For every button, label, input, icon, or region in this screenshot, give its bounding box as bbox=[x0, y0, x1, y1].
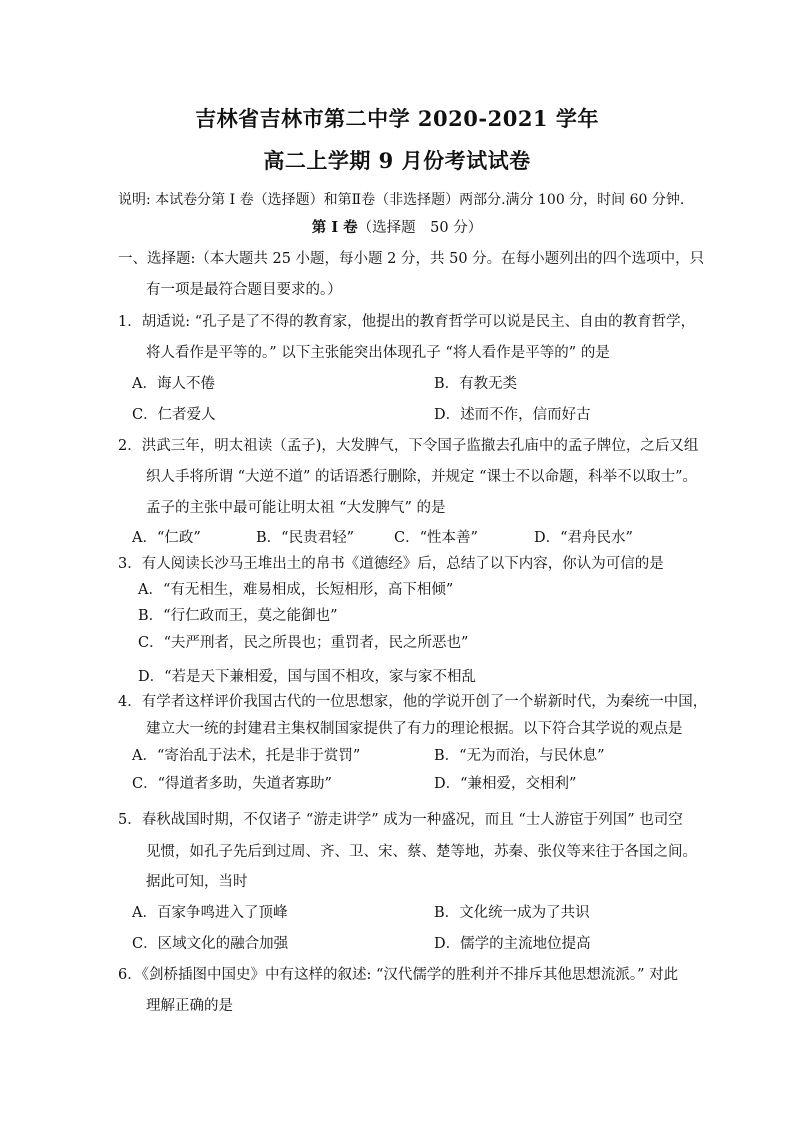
q3-option-d: D．“若是天下兼相爱，国与国不相攻，家与家不相乱 bbox=[138, 669, 477, 685]
q2-option-d: D．“君舟民水” bbox=[534, 530, 633, 546]
instructions-text: 说明: 本试卷分第 I 卷（选择题）和第Ⅱ卷（非选择题）两部分.满分 100 分，时间 60 分钟. bbox=[118, 192, 685, 208]
q5-stem-line3: 据此可知，当时 bbox=[146, 874, 248, 890]
q6-stem-line1: 6．《剑桥插图中国史》中有这样的叙述: “汉代儒学的胜利并不排斥其他思想流派。” 对此 bbox=[118, 967, 679, 983]
q2-stem-line3: 孟子的主张中最可能让明太祖 “大发脾气” 的是 bbox=[146, 500, 446, 516]
q2-stem-line1: 2．洪武三年，明太祖读（孟子)，大发脾气，下令国子监撤去孔庙中的孟子牌位，之后又组 bbox=[118, 438, 699, 454]
q1-stem-line1: 1．胡适说: “孔子是了不得的教育家，他提出的教育哲学可以说是民主、自由的教育哲学， bbox=[118, 314, 696, 330]
q4-option-c: C．“得道者多助，失道者寡助” bbox=[132, 776, 332, 792]
q4-option-d: D．“兼相爱，交相利” bbox=[434, 776, 577, 792]
section-heading-bold: 第 I 卷 bbox=[311, 219, 358, 236]
q2-stem-line2: 织人手将所谓 “大逆不道” 的话语悉行删除，并规定 “课士不以命题，科举不以取士”。 bbox=[146, 469, 697, 485]
q3-stem-line1: 3．有人阅读长沙马王堆出土的帛书《道德经》后，总结了以下内容，你认为可信的是 bbox=[118, 556, 664, 572]
q5-option-a: A．百家争鸣进入了顶峰 bbox=[132, 905, 288, 921]
q6-stem-line2: 理解正确的是 bbox=[146, 998, 233, 1014]
q5-option-d: D．儒学的主流地位提高 bbox=[434, 936, 591, 952]
section-heading bbox=[0, 218, 794, 238]
q1-option-b: B．有教无类 bbox=[434, 376, 518, 392]
section-heading-rest: （选择题 50 分） bbox=[357, 220, 483, 236]
exam-title-line2: 高二上学期 9 月份考试试卷 bbox=[263, 148, 531, 173]
q3-option-a: A．“有无相生，难易相成，长短相形，高下相倾” bbox=[138, 582, 454, 598]
q3-option-b: B．“行仁政而王，莫之能御也” bbox=[138, 608, 338, 624]
q3-option-c: C．“夫严刑者，民之所畏也；重罚者，民之所恶也” bbox=[138, 635, 469, 651]
part1-instruction-line2: 有一项是最符合题目要求的。） bbox=[146, 282, 342, 298]
part1-instruction-line1: 一、选择题:（本大题共 25 小题，每小题 2 分，共 50 分。在每小题列出的四个选项中，只 bbox=[118, 251, 705, 267]
q5-option-c: C．区域文化的融合加强 bbox=[132, 936, 289, 952]
q5-stem-line1: 5．春秋战国时期，不仅诸子 “游走讲学” 成为一种盛况，而且 “士人游宦于列国” 也司空 bbox=[118, 812, 683, 828]
q1-option-a: A．诲人不倦 bbox=[132, 376, 215, 392]
exam-title-line1: 吉林省吉林市第二中学 2020-2021 学年 bbox=[195, 106, 599, 131]
q2-option-b: B．“民贵君轻” bbox=[256, 530, 354, 546]
q4-option-b: B．“无为而治，与民休息” bbox=[434, 748, 605, 764]
q1-option-c: C．仁者爱人 bbox=[132, 407, 216, 423]
q4-option-a: A．“寄治乱于法术，托是非于赏罚” bbox=[132, 748, 361, 764]
q4-stem-line2: 建立大一统的封建君主集权制国家提供了有力的理论根据。以下符合其学说的观点是 bbox=[146, 721, 683, 737]
q2-option-c: C．“性本善” bbox=[394, 530, 478, 546]
q4-stem-line1: 4．有学者这样评价我国古代的一位思想家，他的学说开创了一个崭新时代，为秦统一中国， bbox=[118, 694, 708, 710]
q5-stem-line2: 见惯，如孔子先后到过周、齐、卫、宋、蔡、楚等地，苏秦、张仪等来往于各国之间。 bbox=[146, 844, 697, 860]
q5-option-b: B．文化统一成为了共识 bbox=[434, 905, 590, 921]
q1-option-d: D．述而不作，信而好古 bbox=[434, 407, 591, 423]
q2-option-a: A．“仁政” bbox=[132, 530, 201, 546]
q1-stem-line2: 将人看作是平等的。” 以下主张能突出体现孔子 “将人看作是平等的” 的是 bbox=[146, 345, 610, 361]
